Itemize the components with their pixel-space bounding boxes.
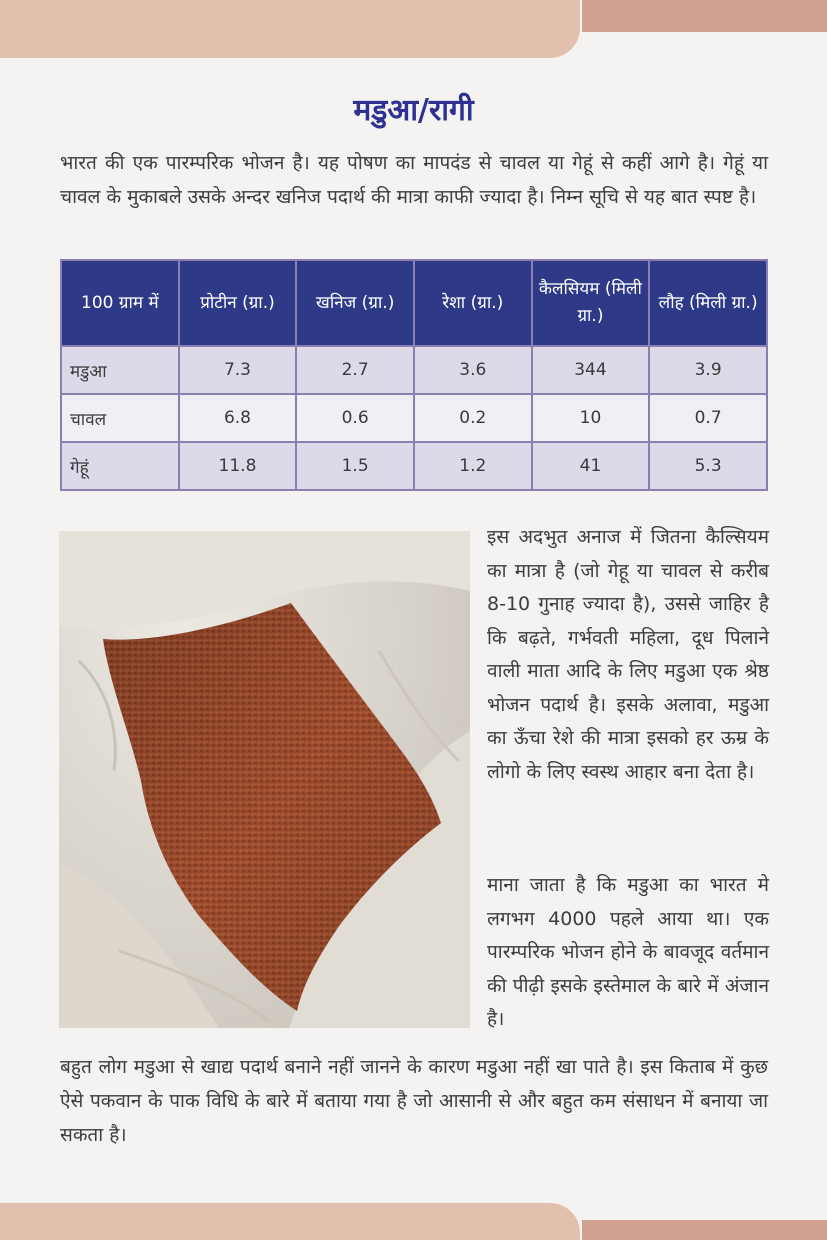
table-cell: 1.5 [296,442,414,490]
table-cell: 3.9 [649,346,767,394]
ragi-grain-sack-photo [59,531,470,1028]
table-cell: 0.2 [414,394,532,442]
bottom-right-decor-band [582,1220,827,1240]
table-cell: 0.6 [296,394,414,442]
row-label: गेहूं [61,442,179,490]
header-cell-iron: लौह (मिली ग्रा.) [649,260,767,346]
header-cell-protein: प्रोटीन (ग्रा.) [179,260,297,346]
table-row [61,346,767,394]
header-cell-fibre: रेशा (ग्रा.) [414,260,532,346]
table-row [61,394,767,442]
header-cell-minerals: खनिज (ग्रा.) [296,260,414,346]
page-title: मडुआ/रागी [353,93,474,128]
closing-paragraph: बहुत लोग मडुआ से खाद्य पदार्थ बनाने नहीं जानने के कारण मडुआ नहीं खा पाते है। इस किताब में कुछ ऐसे पकवान के पाक विधि के बारे में बताया गया है जो आसानी से और बहुत कम संसाधन में बनाया जा सकता है। [60,1056,768,1146]
header-cell-quantity: 100 ग्राम में [61,260,179,346]
table-cell: 0.7 [649,394,767,442]
history-paragraph: माना जाता है कि मडुआ का भारत मे लगभग 4000 पहले आया था। एक पारम्परिक भोजन होने के बावजूद वर्तमान की पीढ़ी इसके इस्तेमाल के बारे में अंजान है। [487,874,769,1030]
intro-paragraph: भारत की एक पारम्परिक भोजन है। यह पोषण का मापदंड से चावल या गेहूं से कहीं आगे है। गेहूं या चावल के मुकाबले उसके अन्दर खनिज पदार्थ की मात्रा काफी ज्यादा है। निम्न सूचि से यह बात स्पष्ट है। [60,152,768,208]
table-cell: 2.7 [296,346,414,394]
table-cell: 10 [532,394,650,442]
table-cell: 5.3 [649,442,767,490]
calcium-paragraph: इस अदभुत अनाज में जितना कैल्सियम का मात्रा है (जो गेहू या चावल से करीब 8-10 गुनाह ज्यादा है), उससे जाहिर है कि बढ़ते, गर्भवती महिला, दूध पिलाने वाली माता आदि के लिए मडुआ एक श्रेष्ठ भोजन पदार्थ है। इसके अलावा, मडुआ का ऊँचा रेशे की मात्रा इसको हर ऊम्र के लोगो के लिए स्वस्थ आहार बना देता है। [487,526,769,783]
table-cell: 6.8 [179,394,297,442]
table-cell: 7.3 [179,346,297,394]
table-cell: 41 [532,442,650,490]
table-header-row [61,260,767,346]
table-cell: 344 [532,346,650,394]
header-cell-calcium: कैलसियम (मिली ग्रा.) [532,260,650,346]
table-cell: 3.6 [414,346,532,394]
top-right-decor-band [582,0,827,32]
table-row [61,442,767,490]
table-cell: 1.2 [414,442,532,490]
row-label: मडुआ [61,346,179,394]
nutrition-table [60,259,768,491]
bottom-left-decor-band [0,1203,580,1240]
table-cell: 11.8 [179,442,297,490]
top-left-decor-band [0,0,580,58]
row-label: चावल [61,394,179,442]
